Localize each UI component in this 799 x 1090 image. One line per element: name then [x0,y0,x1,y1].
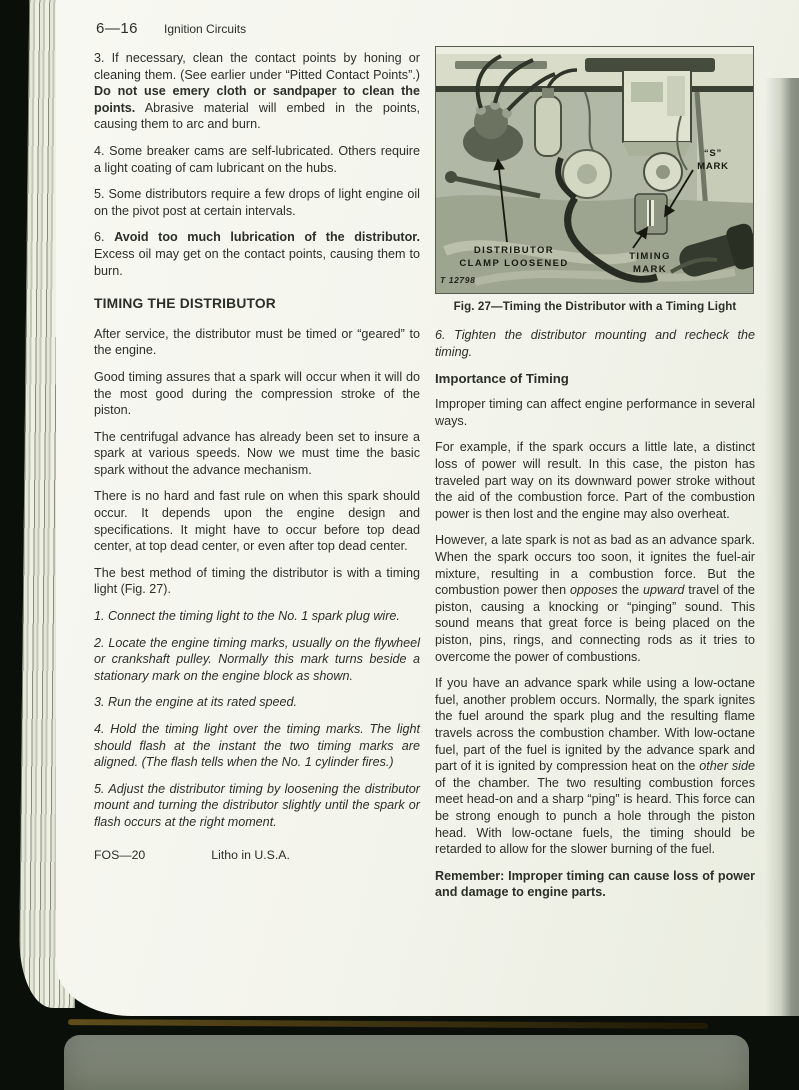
step-5: 5. Adjust the distributor timing by loosening the distributor mount and turning the distributor slightly until the spark or flash occurs at the right moment. [94,781,420,829]
right-paragraph-improper: Improper timing can affect engine performance in several ways. [435,397,755,428]
photo-label-s-mark [687,148,739,174]
text-segment-bold: Do not use emery cloth or sandpaper to clean the points. [94,84,420,115]
heading-timing-the-distributor: TIMING THE DISTRIBUTOR [94,296,276,312]
step-1: 1. Connect the timing light to the No. 1 spark plug wire. [94,609,400,624]
photo-label-line: MARK [697,160,729,172]
left-paragraph-no-hard-rule: There is no hard and fast rule on when this spark should occur. It depends upon the engine design and specifications. It might have to occur before top dead center, at top dead center, or even after top dead center. [94,489,420,554]
left-paragraph-3 [94,50,420,133]
photo-label-line: “S” [703,148,723,159]
left-paragraph-5: 5. Some distributors require a few drops of light engine oil on the pivot post at certain intervals. [94,187,420,218]
right-paragraph-advance-spark [435,532,755,665]
footer-litho: Litho in U.S.A. [211,847,290,862]
figure-27 [435,46,755,314]
text-segment: the [617,583,644,598]
text-segment-italic: opposes [570,583,618,598]
left-paragraph-best-method: The best method of timing the distributor is with a timing light (Fig. 27). [94,565,420,597]
text-segment: 3. If necessary, clean the contact points by honing or cleaning them. (See earlier under “Pitted Contact Points”.) [94,51,420,82]
step-2: 2. Locate the engine timing marks, usually on the flywheel or crankshaft pulley. Normally this mark turns beside a stationary mark on the engine block as shown. [94,635,420,683]
text-segment: travel of the piston, causing a knocking or “pinging” sound. This sound means that great force is being placed on the piston, pins, rings, and connecting rods as it tries to overcome the power of combustions. [435,583,755,664]
photo-label-line: CLAMP LOOSENED [459,257,569,269]
right-column [435,46,755,911]
photo-id-code: T 12798 [440,275,476,286]
page-header [96,20,246,38]
left-paragraph-centrifugal: The centrifugal advance has already been set to insure a spark at various speeds. Now we must time the basic spark without the advance mechanism. [94,429,420,477]
text-segment-italic: other side [699,759,755,774]
engine-photo [435,46,754,294]
text-segment-bold: Avoid too much lubrication of the distributor. [114,230,420,245]
heading-importance-of-timing: Importance of Timing [435,370,569,386]
photo-label-line: TIMING [629,251,671,262]
photo-label-line: MARK [632,263,668,275]
footer-code: FOS—20 [94,847,146,862]
right-paragraph-low-octane [435,675,755,858]
text-segment: Abrasive material will embed in the points, causing them to arc and burn. [94,100,420,132]
text-segment: 6. [94,230,115,245]
right-paragraph-remember: Remember: Improper timing can cause loss of power and damage to engine parts. [435,868,755,900]
step-6: 6. Tighten the distributor mounting and recheck the timing. [435,328,755,360]
step-4: 4. Hold the timing light over the timing marks. The light should flash at the instant the two timing marks are aligned. (The flash tells when the No. 1 cylinder fires.) [94,722,420,770]
section-title: Ignition Circuits [164,22,247,36]
manual-page [56,0,799,1016]
right-paragraph-late-spark: For example, if the spark occurs a little late, a distinct loss of power will result. In this case, the piston has traveled part way on its downward power stroke without the aid of the combustion force. Part of the combustion power is then lost and the engine may also overheat. [435,440,755,521]
photo-label-distributor-clamp [441,245,587,271]
text-segment: of the chamber. The two resulting combustion forces meet head-on and a sharp “ping” is heard. This force can be strong enough to punch a hole through the piston head. With low-octane fuels, the timing should be retarded to allow for the slower burning of the fuel. [435,775,755,857]
book-cover-edge [68,1019,708,1029]
page-right-edge-shadow [765,78,799,1016]
left-paragraph-4: 4. Some breaker cams are self-lubricated. Others require a light coating of cam lubricant on the hubs. [94,143,420,175]
text-segment: Excess oil may get on the contact points, causing them to burn. [94,246,420,278]
figure-caption: Fig. 27—Timing the Distributor with a Timing Light [453,300,737,313]
step-3: 3. Run the engine at its rated speed. [94,695,298,710]
left-paragraph-good-timing: Good timing assures that a spark will occur when it will do the most good during the compression stroke of the piston. [94,369,420,418]
left-paragraph-after-service: After service, the distributor must be timed or “geared” to the engine. [94,326,420,358]
left-paragraph-6 [94,229,420,279]
text-segment: However, a late spark is not as bad as an advance spark. When the spark occurs too soon, it ignites the fuel-air mixture, resulting in a combustion force. But the combustion power then [435,533,755,598]
text-segment: If you have an advance spark while using a low-octane fuel, another problem occurs. Normally, the spark ignites the fuel around the spark plug and the resulting flame travels across the combustion chamber. With low-octane fuel, part of the fuel is ignited by the advance spark and part of it is ignited by compression heat on the [435,676,755,774]
text-segment-italic: upward [643,583,685,598]
photo-label-line: DISTRIBUTOR [473,245,555,256]
left-column [94,50,420,863]
photo-label-timing-mark [619,251,681,277]
table-surface [64,1035,749,1090]
page-footer [94,847,420,864]
page-number: 6—16 [96,20,139,37]
